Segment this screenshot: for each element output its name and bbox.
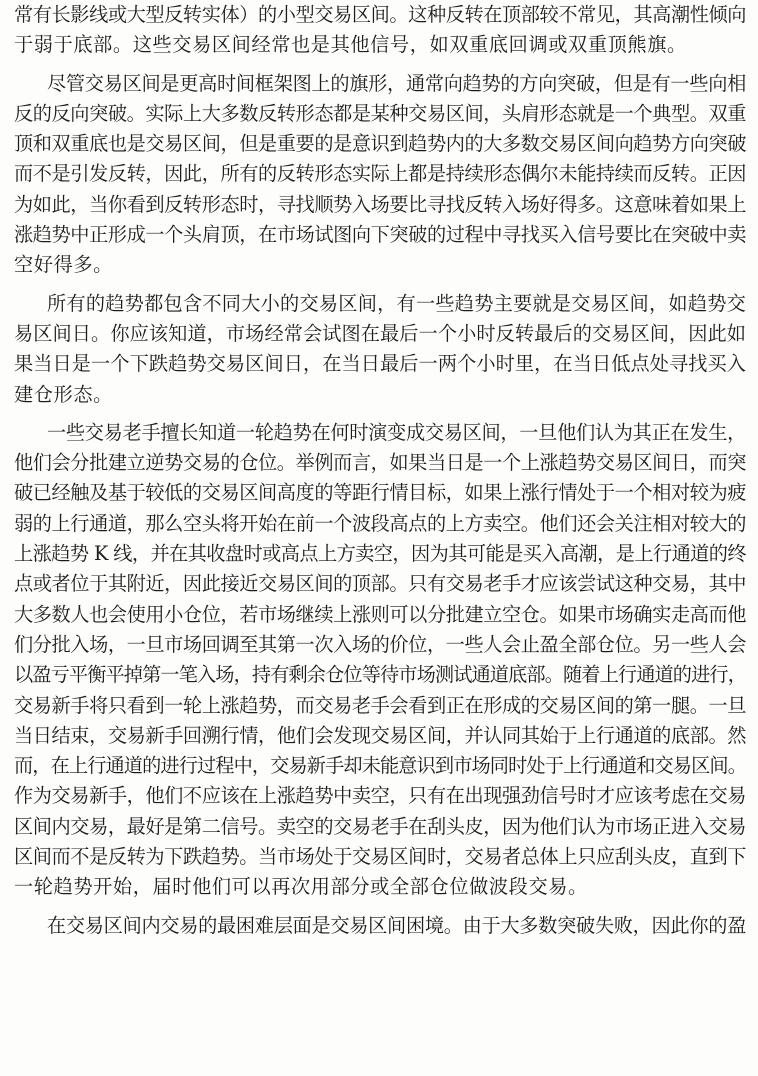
text-line: 常有长影线或大型反转实体）的小型交易区间。这种反转在顶部较不常见，其高潮性倾向: [14, 3, 746, 26]
text-line: 涨趋势中正形成一个头肩顶，在市场试图向下突破的过程中寻找买入信号要比在突破中卖: [14, 223, 746, 247]
text-line: 果当日是一个下跌趋势交易区间日，在当日最后一两个小时里，在当日低点处寻找买入: [14, 352, 746, 376]
text-line: 易区间日。你应该知道，市场经常会试图在最后一个小时反转最后的交易区间，因此如: [14, 321, 746, 345]
text-line: 当日结束，交易新手回溯行情，他们会发现交易区间，并认同其始于上行通道的底部。然: [14, 723, 746, 747]
paragraph-1: [14, 0, 746, 61]
paragraph-2: [14, 69, 746, 281]
text-line: 弱的上行通道，那么空头将开始在前一个波段高点的上方卖空。他们还会关注相对较大的: [14, 511, 746, 535]
text-line: 一些交易老手擅长知道一轮趋势在何时演变成交易区间，一旦他们认为其正在发生，: [47, 420, 746, 444]
paragraph-5: [14, 911, 746, 941]
text-line: 在交易区间内交易的最困难层面是交易区间困境。由于大多数突破失败，因此你的盈: [47, 913, 746, 937]
text-line: 们分批入场，一旦市场回调至其第一次入场的价位，一些人会止盈全部仓位。另一些人会: [14, 632, 746, 656]
text-line: 顶和双重底也是交易区间，但是重要的是意识到趋势内的大多数交易区间向趋势方向突破: [14, 132, 746, 156]
text-line: 所有的趋势都包含不同大小的交易区间，有一些趋势主要就是交易区间，如趋势交: [47, 291, 746, 315]
text-line: 于弱于底部。这些交易区间经常也是其他信号，如双重底回调或双重顶熊旗。: [14, 33, 687, 57]
text-line: 反的反向突破。实际上大多数反转形态都是某种交易区间，头肩形态就是一个典型。双重: [14, 101, 746, 125]
text-line: 区间而不是反转为下跌趋势。当市场处于交易区间时，交易者总体上只应刮头皮，直到下: [14, 845, 746, 869]
text-line: 作为交易新手，他们不应该在上涨趋势中卖空，只有在出现强劲信号时才应该考虑在交易: [14, 784, 746, 808]
text-line: 以盈亏平衡平掉第一笔入场，持有剩余仓位等待市场测试通道底部。随着上行通道的进行，: [14, 663, 746, 687]
text-line: 上涨趋势 K 线，并在其收盘时或高点上方卖空，因为其可能是买入高潮，是上行通道的终: [14, 542, 746, 566]
text-line: 他们会分批建立逆势交易的仓位。举例而言，如果当日是一个上涨趋势交易区间日，而突: [14, 451, 746, 475]
paragraph-3: [14, 289, 746, 410]
body-text: [14, 0, 746, 941]
text-line: 区间内交易，最好是第二信号。卖空的交易老手在刮头皮，因为他们认为市场正进入交易: [14, 814, 746, 838]
text-line: 大多数人也会使用小仓位，若市场继续上涨则可以分批建立空仓。如果市场确实走高而他: [14, 602, 746, 626]
text-line: 而不是引发反转，因此，所有的反转形态实际上都是持续形态偶尔未能持续而反转。正因: [14, 162, 746, 186]
text-line: 点或者位于其附近，因此接近交易区间的顶部。只有交易老手才应该尝试这种交易，其中: [14, 572, 746, 596]
text-line: 为如此，当你看到反转形态时，寻找顺势入场要比寻找反转入场好得多。这意味着如果上: [14, 192, 746, 216]
text-line: 而，在上行通道的进行过程中，交易新手却未能意识到市场同时处于上行通道和交易区间。: [14, 754, 746, 778]
text-line: 尽管交易区间是更高时间框架图上的旗形，通常向趋势的方向突破，但是有一些向相: [47, 71, 746, 95]
text-line: 一轮趋势开始，届时他们可以再次用部分或全部仓位做波段交易。: [14, 875, 588, 899]
text-line: 破已经触及基于较低的交易区间高度的等距行情目标，如果上涨行情处于一个相对较为疲: [14, 481, 746, 505]
paragraph-4: [14, 418, 746, 903]
text-line: 建仓形态。: [14, 382, 113, 406]
text-line: 交易新手将只看到一轮上涨趋势，而交易老手会看到正在形成的交易区间的第一腿。一旦: [14, 693, 746, 717]
text-line: 空好得多。: [14, 253, 113, 277]
